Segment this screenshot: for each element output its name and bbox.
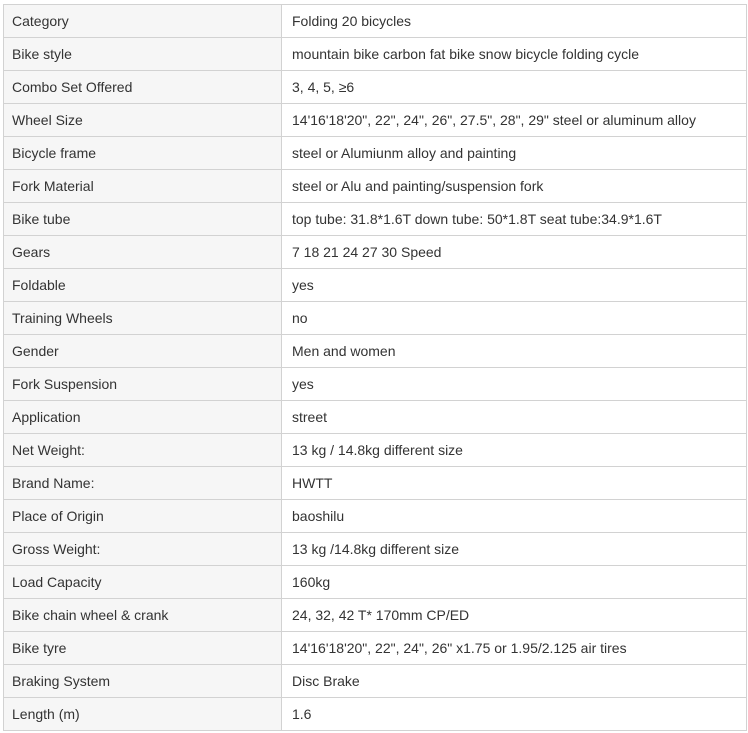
spec-value: no [282, 302, 747, 335]
spec-value: steel or Alumiunm alloy and painting [282, 137, 747, 170]
spec-label: Bicycle frame [4, 137, 282, 170]
spec-value: 1.6 [282, 698, 747, 731]
table-row [4, 203, 747, 236]
spec-value: 14'16'18'20", 22", 24", 26" x1.75 or 1.95/2.125 air tires [282, 632, 747, 665]
table-row [4, 302, 747, 335]
table-row [4, 5, 747, 38]
table-row [4, 38, 747, 71]
spec-label: Bike style [4, 38, 282, 71]
spec-label: Gears [4, 236, 282, 269]
spec-label: Length (m) [4, 698, 282, 731]
spec-value: yes [282, 368, 747, 401]
spec-value: 13 kg / 14.8kg different size [282, 434, 747, 467]
spec-label: Fork Material [4, 170, 282, 203]
spec-value: top tube: 31.8*1.6T down tube: 50*1.8T seat tube:34.9*1.6T [282, 203, 747, 236]
table-row [4, 665, 747, 698]
table-row [4, 467, 747, 500]
spec-label: Gender [4, 335, 282, 368]
spec-label: Training Wheels [4, 302, 282, 335]
spec-label: Brand Name: [4, 467, 282, 500]
table-row [4, 566, 747, 599]
spec-value: 24, 32, 42 T* 170mm CP/ED [282, 599, 747, 632]
table-row [4, 698, 747, 731]
spec-label: Wheel Size [4, 104, 282, 137]
table-row [4, 401, 747, 434]
spec-value: 3, 4, 5, ≥6 [282, 71, 747, 104]
spec-value: steel or Alu and painting/suspension fork [282, 170, 747, 203]
spec-label: Bike tyre [4, 632, 282, 665]
spec-value: street [282, 401, 747, 434]
table-row [4, 104, 747, 137]
spec-label: Fork Suspension [4, 368, 282, 401]
table-row [4, 434, 747, 467]
spec-value: baoshilu [282, 500, 747, 533]
table-row [4, 71, 747, 104]
table-row [4, 368, 747, 401]
spec-value: 7 18 21 24 27 30 Speed [282, 236, 747, 269]
spec-value: Disc Brake [282, 665, 747, 698]
table-row [4, 335, 747, 368]
table-row [4, 137, 747, 170]
spec-label: Combo Set Offered [4, 71, 282, 104]
spec-label: Category [4, 5, 282, 38]
table-row [4, 236, 747, 269]
table-row [4, 632, 747, 665]
table-row [4, 533, 747, 566]
spec-value: Folding 20 bicycles [282, 5, 747, 38]
table-row [4, 269, 747, 302]
spec-label: Braking System [4, 665, 282, 698]
spec-table-body [4, 5, 747, 731]
spec-label: Bike tube [4, 203, 282, 236]
spec-value: 13 kg /14.8kg different size [282, 533, 747, 566]
spec-label: Net Weight: [4, 434, 282, 467]
spec-label: Place of Origin [4, 500, 282, 533]
spec-value: Men and women [282, 335, 747, 368]
table-row [4, 599, 747, 632]
table-row [4, 500, 747, 533]
spec-label: Foldable [4, 269, 282, 302]
table-row [4, 170, 747, 203]
spec-label: Gross Weight: [4, 533, 282, 566]
spec-table [3, 4, 747, 731]
spec-label: Bike chain wheel & crank [4, 599, 282, 632]
spec-value: yes [282, 269, 747, 302]
spec-value: mountain bike carbon fat bike snow bicycle folding cycle [282, 38, 747, 71]
spec-label: Application [4, 401, 282, 434]
spec-label: Load Capacity [4, 566, 282, 599]
spec-value: HWTT [282, 467, 747, 500]
spec-value: 160kg [282, 566, 747, 599]
spec-value: 14'16'18'20", 22", 24", 26", 27.5", 28", 29" steel or aluminum alloy [282, 104, 747, 137]
